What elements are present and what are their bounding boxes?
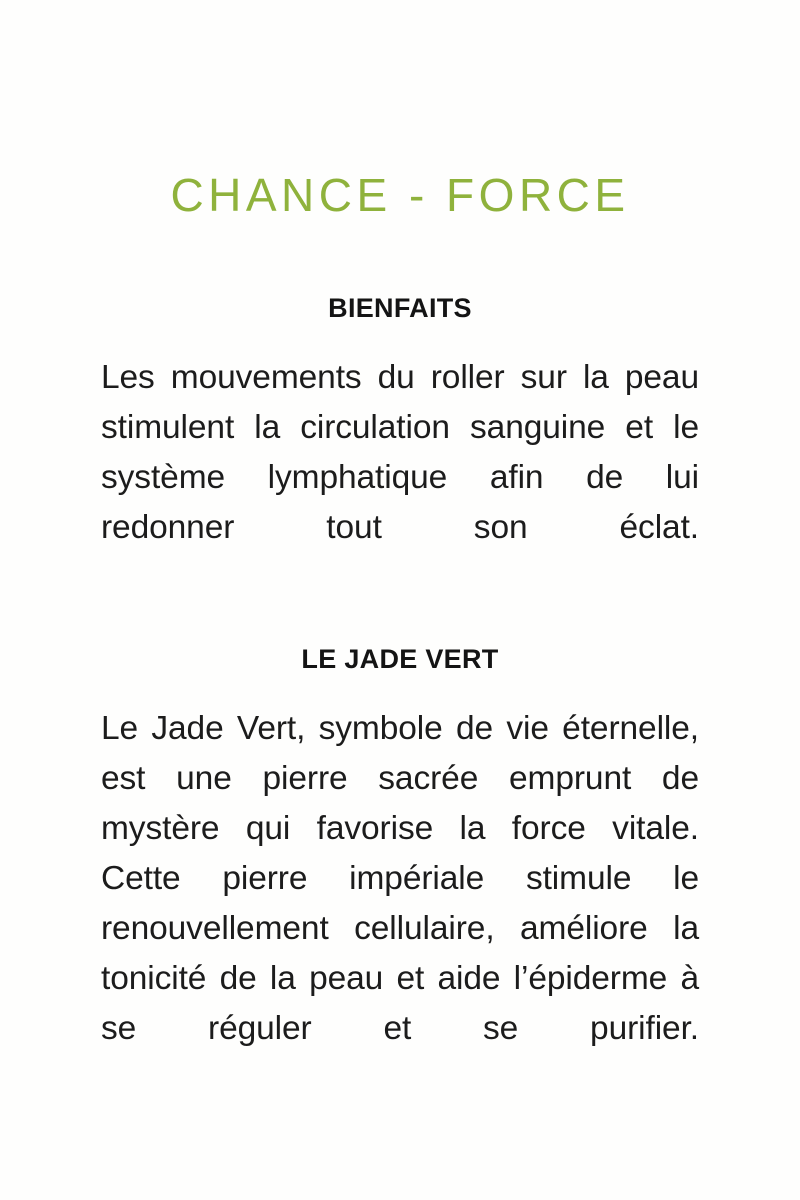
section-heading-bienfaits: BIENFAITS xyxy=(328,293,472,323)
page-title: CHANCE - FORCE xyxy=(170,168,630,221)
section-le-jade-vert xyxy=(101,643,699,1104)
section-bienfaits xyxy=(101,292,699,603)
section-body-le-jade-vert: Le Jade Vert, symbole de vie éternelle, est une pierre sacrée emprunt de mystère qui favorise la force vitale. Cette pierre impériale stimule le renouvellement cellulaire, améliore la tonicité de la peau et aide l’épiderme à se réguler et se purifier. xyxy=(101,710,699,1048)
section-body-bienfaits: Les mouvements du roller sur la peau stimulent la circulation sanguine et le système lymphatique afin de lui redonner tout son éclat. xyxy=(101,359,699,547)
section-heading-le-jade-vert: LE JADE VERT xyxy=(301,644,499,674)
